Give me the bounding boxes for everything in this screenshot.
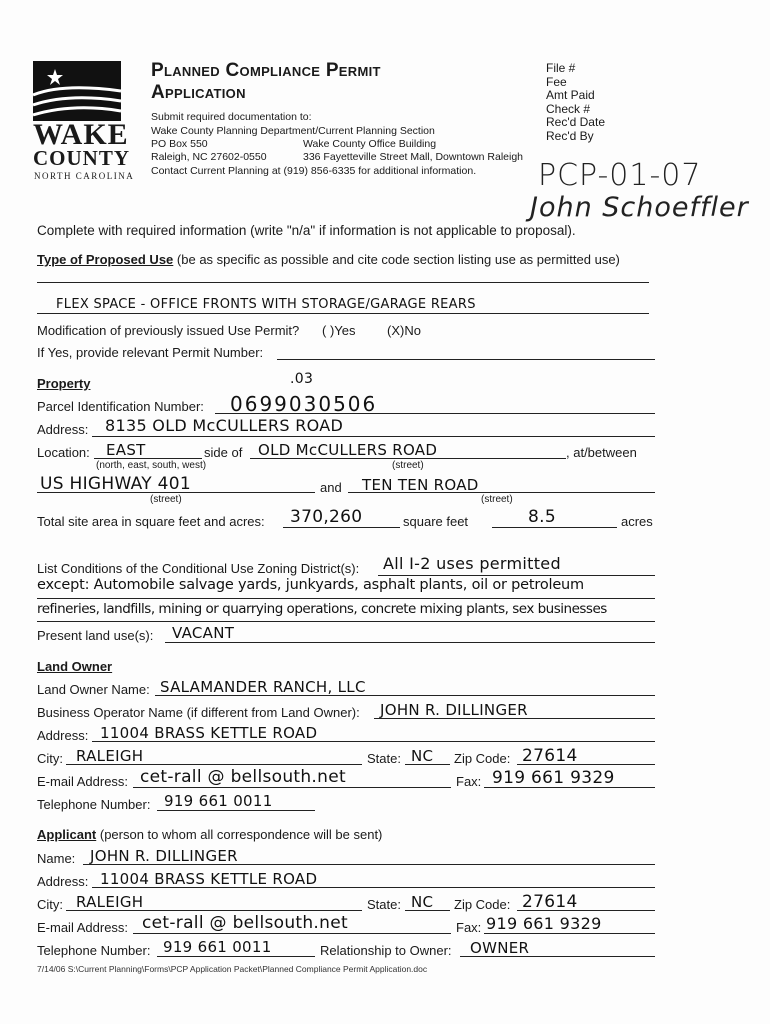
received-date-label: Rec'd Date — [546, 115, 605, 129]
office-use-fields — [546, 62, 605, 143]
logo-wake: WAKE — [33, 118, 129, 151]
logo-state: NORTH CAROLINA — [34, 171, 135, 181]
proposed-use-note: (be as specific as possible and cite code section listing use as permitted use) — [176, 252, 620, 267]
relationship-value[interactable]: OWNER — [470, 939, 530, 957]
applicant-zip-line — [517, 910, 655, 911]
owner-phone-label: Telephone Number: — [37, 797, 151, 812]
address-line — [92, 436, 655, 437]
owner-state-value[interactable]: NC — [411, 747, 434, 765]
form-title-line1: Planned Compliance Permit — [151, 60, 381, 81]
applicant-fax-line — [484, 933, 655, 934]
pin-line — [215, 413, 655, 414]
applicant-fax-label: Fax: — [456, 920, 482, 935]
modification-question: Modification of previously issued Use Permit? — [37, 323, 300, 338]
received-by-label: Rec'd By — [546, 128, 594, 143]
modification-no-checkbox[interactable]: (X)No — [387, 323, 421, 338]
owner-zip-value[interactable]: 27614 — [522, 746, 578, 766]
street3-value[interactable]: TEN TEN ROAD — [362, 476, 479, 494]
pin-label: Parcel Identification Number: — [37, 399, 204, 414]
side-hint: (north, east, south, west) — [96, 460, 207, 471]
owner-address-line — [92, 741, 655, 742]
property-heading: Property — [37, 376, 91, 391]
property-address-value[interactable]: 8135 OLD McCULLERS ROAD — [105, 416, 344, 435]
and-label: and — [320, 480, 342, 495]
owner-name-value[interactable]: SALAMANDER RANCH, LLC — [160, 678, 366, 696]
amount-paid-label: Amt Paid — [546, 88, 595, 102]
owner-phone-value[interactable]: 919 661 0011 — [164, 792, 273, 810]
proposed-use-line — [37, 313, 649, 314]
owner-address-value[interactable]: 11004 BRASS KETTLE ROAD — [100, 724, 318, 742]
conditions-rule-2 — [37, 598, 655, 599]
contact-info: Contact Current Planning at (919) 856-6335 for additional information. — [151, 165, 477, 177]
acres-value[interactable]: 8.5 — [528, 507, 556, 527]
applicant-heading-row — [37, 827, 382, 842]
owner-city-label: City: — [37, 751, 63, 766]
acres-label: acres — [621, 514, 653, 529]
owner-email-line — [133, 787, 451, 788]
applicant-fax-value[interactable]: 919 661 9329 — [486, 914, 602, 933]
footer-path: 7/14/06 S:\Current Planning\Forms\PCP Application Packet\Planned Compliance Permit Application.doc — [37, 964, 428, 974]
pin-suffix: .03 — [290, 371, 314, 387]
conditions-line3[interactable]: refineries, landfills, mining or quarrying operations, concrete mixing plants, sex businesses — [37, 601, 607, 617]
sqft-value[interactable]: 370,260 — [290, 507, 363, 527]
applicant-name-label: Name: — [37, 851, 76, 866]
address-label: Address: — [37, 422, 89, 437]
applicant-address-value[interactable]: 11004 BRASS KETTLE ROAD — [100, 870, 318, 888]
permit-number-handwritten: PCP-01-07 — [538, 158, 702, 193]
owner-email-value[interactable]: cet-rall @ bellsouth.net — [140, 767, 346, 787]
owner-city-line — [66, 764, 362, 765]
side-value[interactable]: EAST — [106, 441, 146, 459]
logo-star-waves-icon — [33, 61, 121, 121]
street1-line — [250, 458, 566, 459]
conditions-line2[interactable]: except: Automobile salvage yards, junkyards, asphalt plants, oil or petroleum — [37, 577, 584, 593]
relationship-label: Relationship to Owner: — [320, 943, 452, 958]
present-use-value[interactable]: VACANT — [172, 624, 235, 642]
applicant-phone-value[interactable]: 919 661 0011 — [163, 938, 272, 956]
applicant-city-value[interactable]: RALEIGH — [76, 893, 144, 911]
fee-label: Fee — [546, 74, 567, 89]
applicant-address-label: Address: — [37, 874, 89, 889]
conditions-label: List Conditions of the Conditional Use Zoning District(s): — [37, 561, 360, 576]
proposed-use-value[interactable]: FLEX SPACE - OFFICE FRONTS WITH STORAGE/GARAGE REARS — [56, 297, 476, 312]
location-label: Location: — [37, 445, 90, 460]
owner-fax-label: Fax: — [456, 774, 482, 789]
owner-name-label: Land Owner Name: — [37, 682, 150, 697]
permit-number-line[interactable] — [277, 359, 655, 360]
office-building: Wake County Office Building — [303, 138, 437, 150]
street-hint-1: (street) — [392, 460, 424, 471]
owner-zip-line — [517, 764, 655, 765]
sqft-label: square feet — [403, 514, 469, 529]
if-yes-permit-label: If Yes, provide relevant Permit Number: — [37, 345, 264, 360]
owner-address-label: Address: — [37, 728, 89, 743]
relationship-line — [460, 956, 655, 957]
applicant-city-line — [66, 910, 362, 911]
submit-instruction: Submit required documentation to: — [151, 111, 312, 123]
modification-yes-checkbox[interactable]: ( )Yes — [322, 323, 356, 338]
operator-label: Business Operator Name (if different from Land Owner): — [37, 705, 360, 720]
applicant-name-line — [83, 864, 655, 865]
pin-value[interactable]: 0699030506 — [230, 392, 378, 416]
applicant-phone-line — [157, 956, 315, 957]
department: Wake County Planning Department/Current Planning Section — [151, 125, 435, 137]
applicant-address-line — [92, 887, 655, 888]
applicant-name-value[interactable]: JOHN R. DILLINGER — [90, 847, 238, 865]
at-between-label: , at/between — [566, 445, 637, 460]
acres-line — [492, 527, 617, 528]
county-logo-block — [33, 61, 121, 121]
operator-value[interactable]: JOHN R. DILLINGER — [380, 701, 528, 719]
mailing-city: Raleigh, NC 27602-0550 — [151, 151, 267, 163]
sqft-line — [283, 527, 400, 528]
applicant-email-value[interactable]: cet-rall @ bellsouth.net — [142, 913, 348, 933]
applicant-zip-label: Zip Code: — [454, 897, 511, 912]
street-hint-3: (street) — [481, 494, 513, 505]
owner-fax-value[interactable]: 919 661 9329 — [492, 768, 615, 788]
owner-city-value[interactable]: RALEIGH — [76, 747, 144, 765]
applicant-state-label: State: — [367, 897, 401, 912]
applicant-note: (person to whom all correspondence will be sent) — [99, 827, 383, 842]
side-line — [94, 458, 202, 459]
owner-email-label: E-mail Address: — [37, 774, 129, 789]
owner-fax-line — [484, 787, 655, 788]
applicant-state-line — [405, 910, 450, 911]
side-of-label: side of — [204, 445, 243, 460]
conditions-rule-1 — [378, 575, 655, 576]
street-hint-2: (street) — [150, 494, 182, 505]
proposed-use-heading: Type of Proposed Use — [37, 252, 174, 267]
proposed-use-heading-row — [37, 252, 620, 267]
applicant-state-value[interactable]: NC — [411, 893, 434, 911]
applicant-heading: Applicant — [37, 827, 97, 842]
site-area-label: Total site area in square feet and acres: — [37, 514, 265, 529]
check-number-label: Check # — [546, 101, 591, 116]
owner-phone-line — [157, 810, 315, 811]
land-owner-heading: Land Owner — [37, 659, 113, 674]
owner-state-label: State: — [367, 751, 401, 766]
street3-line — [348, 492, 655, 493]
applicant-city-label: City: — [37, 897, 63, 912]
street2-line — [37, 492, 315, 493]
instructions: Complete with required information (write "n/a" if information is not applicable to proposal). — [37, 223, 576, 238]
logo-county: COUNTY — [33, 146, 131, 170]
file-number-label: File # — [546, 61, 576, 75]
street1-value[interactable]: OLD McCULLERS ROAD — [258, 441, 438, 459]
conditions-line1[interactable]: All I-2 uses permitted — [383, 554, 561, 573]
street-address: 336 Fayetteville Street Mall, Downtown Raleigh — [303, 151, 524, 163]
reviewer-signature: John Schoeffler — [530, 192, 749, 223]
street2-value[interactable]: US HIGHWAY 401 — [40, 474, 192, 494]
present-use-label: Present land use(s): — [37, 628, 154, 643]
operator-line — [374, 718, 655, 719]
blank-line — [37, 282, 649, 283]
po-box: PO Box 550 — [151, 138, 208, 150]
form-title-line2: Application — [151, 82, 246, 103]
owner-zip-label: Zip Code: — [454, 751, 511, 766]
applicant-email-label: E-mail Address: — [37, 920, 129, 935]
owner-name-line — [155, 695, 655, 696]
owner-state-line — [405, 764, 450, 765]
applicant-email-line — [133, 933, 451, 934]
applicant-zip-value[interactable]: 27614 — [522, 892, 578, 912]
applicant-phone-label: Telephone Number: — [37, 943, 151, 958]
conditions-rule-3 — [37, 621, 655, 622]
present-use-line — [165, 642, 655, 643]
